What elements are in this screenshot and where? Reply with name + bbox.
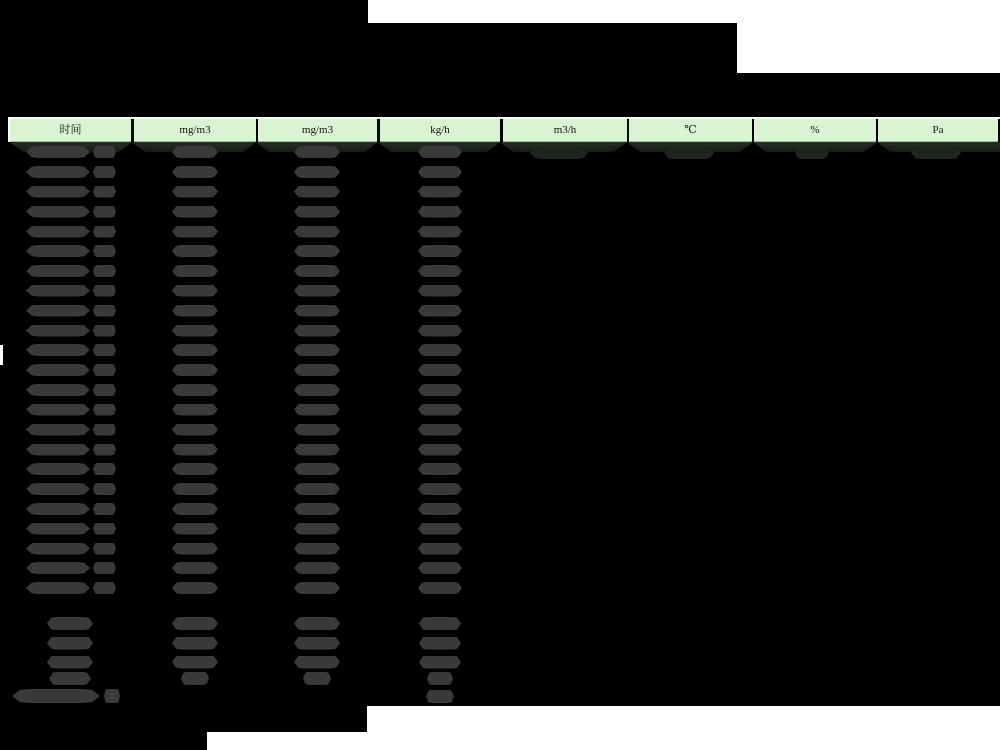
sheet-white-bottom-right <box>367 706 1000 750</box>
redacted-cell <box>172 285 218 297</box>
redacted-cell <box>93 186 116 198</box>
redacted-cell <box>294 582 340 594</box>
redacted-cell <box>26 146 90 158</box>
redacted-cell <box>181 672 209 685</box>
redacted-cell <box>93 384 116 396</box>
redacted-cell <box>294 146 340 158</box>
redacted-cell <box>418 226 462 238</box>
redacted-cell <box>26 245 90 257</box>
redacted-cell <box>93 325 116 337</box>
redacted-cell <box>426 690 454 703</box>
header-shadow-notch <box>740 142 766 152</box>
redacted-cell <box>294 424 340 436</box>
column-header-mg-m3-1: mg/m3 <box>134 119 256 142</box>
redacted-cell <box>294 285 340 297</box>
redacted-cell <box>93 206 116 218</box>
redacted-cell <box>93 265 116 277</box>
redacted-cell <box>294 656 340 669</box>
redacted-cell <box>172 226 218 238</box>
redacted-cell <box>93 344 116 356</box>
redacted-cell <box>294 166 340 178</box>
redacted-cell <box>294 562 340 574</box>
redacted-cell <box>795 147 829 159</box>
redacted-cell <box>172 543 218 555</box>
redacted-cell <box>26 543 90 555</box>
redacted-cell <box>93 404 116 416</box>
redacted-cell <box>418 404 462 416</box>
redacted-cell <box>104 689 120 703</box>
redacted-cell <box>172 344 218 356</box>
redacted-cell <box>93 226 116 238</box>
redacted-cell <box>172 483 218 495</box>
redacted-cell <box>93 582 116 594</box>
redacted-cell <box>26 206 90 218</box>
sheet-white-top-strip <box>368 0 1000 23</box>
redacted-cell <box>26 305 90 317</box>
redacted-cell <box>294 245 340 257</box>
redacted-cell <box>26 226 90 238</box>
redacted-cell <box>294 206 340 218</box>
redacted-cell <box>294 226 340 238</box>
column-header-time: 时间 <box>10 119 131 142</box>
redacted-cell <box>26 582 90 594</box>
redacted-cell <box>26 424 90 436</box>
redacted-cell <box>418 364 462 376</box>
column-header-percent: % <box>754 119 876 142</box>
redacted-cell <box>427 672 453 685</box>
redacted-cell <box>26 344 90 356</box>
redacted-cell <box>418 503 462 515</box>
redacted-cell <box>294 305 340 317</box>
redacted-cell <box>418 562 462 574</box>
redacted-cell <box>93 444 116 456</box>
redacted-cell <box>93 364 116 376</box>
redacted-cell <box>294 617 340 630</box>
redacted-cell <box>418 543 462 555</box>
redacted-cell <box>26 483 90 495</box>
redacted-cell <box>26 503 90 515</box>
redacted-cell <box>419 637 461 650</box>
redacted-cell <box>172 404 218 416</box>
redacted-cell <box>418 265 462 277</box>
redacted-cell <box>172 364 218 376</box>
redacted-cell <box>418 325 462 337</box>
header-shadow-notch <box>614 142 640 152</box>
redacted-cell <box>26 186 90 198</box>
redacted-cell <box>26 265 90 277</box>
redacted-cell <box>93 543 116 555</box>
redacted-cell <box>418 384 462 396</box>
redacted-cell <box>418 463 462 475</box>
redacted-cell <box>172 503 218 515</box>
redacted-cell <box>418 483 462 495</box>
redacted-cell <box>303 672 331 685</box>
sheet-white-bottom-mid <box>207 732 367 750</box>
redacted-cell <box>172 582 218 594</box>
redacted-cell <box>911 147 961 159</box>
redacted-cell <box>172 305 218 317</box>
redacted-cell <box>294 404 340 416</box>
redacted-cell <box>172 656 218 669</box>
sheet-white-left-sliver <box>0 345 3 365</box>
redacted-cell <box>294 637 340 650</box>
redacted-cell <box>26 285 90 297</box>
redacted-cell <box>664 147 714 159</box>
redacted-cell <box>93 285 116 297</box>
column-header-m3-h: m3/h <box>503 119 627 142</box>
redacted-cell <box>47 637 93 650</box>
redacted-cell <box>26 364 90 376</box>
redacted-cell <box>294 543 340 555</box>
redacted-cell <box>418 424 462 436</box>
column-header-kg-h: kg/h <box>380 119 500 142</box>
redacted-cell <box>418 344 462 356</box>
redacted-cell <box>172 444 218 456</box>
redacted-cell <box>47 617 93 630</box>
redacted-cell <box>93 146 116 158</box>
redacted-cell <box>172 637 218 650</box>
column-header-pa: Pa <box>878 119 998 142</box>
column-header-celsius: ℃ <box>629 119 752 142</box>
redacted-cell <box>26 444 90 456</box>
redacted-cell <box>294 384 340 396</box>
header-shadow-notch <box>487 142 513 152</box>
redacted-cell <box>26 166 90 178</box>
redacted-cell <box>419 656 461 669</box>
redacted-cell <box>26 404 90 416</box>
redacted-cell <box>93 483 116 495</box>
redacted-cell <box>418 186 462 198</box>
header-shadow-notch <box>864 142 890 152</box>
redacted-cell <box>418 245 462 257</box>
redacted-cell <box>172 146 218 158</box>
redacted-cell <box>172 424 218 436</box>
redacted-cell <box>172 325 218 337</box>
redacted-cell <box>294 325 340 337</box>
redacted-cell <box>172 265 218 277</box>
redacted-cell <box>172 186 218 198</box>
redacted-cell <box>93 503 116 515</box>
redacted-cell <box>93 166 116 178</box>
redacted-cell <box>294 463 340 475</box>
column-header-mg-m3-2: mg/m3 <box>258 119 377 142</box>
redacted-cell <box>418 285 462 297</box>
redacted-cell <box>294 503 340 515</box>
redacted-cell <box>26 325 90 337</box>
redacted-cell <box>294 483 340 495</box>
redacted-cell <box>26 523 90 535</box>
redacted-cell <box>47 656 93 669</box>
redacted-cell <box>294 364 340 376</box>
redacted-cell <box>93 245 116 257</box>
redacted-cell <box>26 562 90 574</box>
redacted-cell <box>530 147 588 159</box>
redacted-cell <box>418 166 462 178</box>
header-shadow-notch <box>365 142 391 152</box>
redacted-cell <box>418 305 462 317</box>
redacted-cell <box>294 186 340 198</box>
redacted-cell <box>93 523 116 535</box>
header-shadow-notch <box>243 142 269 152</box>
redacted-cell <box>172 463 218 475</box>
sheet-white-top-right <box>737 23 1000 73</box>
redacted-cell <box>49 672 91 685</box>
redacted-cell <box>93 562 116 574</box>
header-shadow-notch <box>119 142 145 152</box>
redacted-cell <box>172 166 218 178</box>
redacted-cell <box>418 444 462 456</box>
redacted-cell <box>172 206 218 218</box>
redacted-cell <box>12 689 100 703</box>
redacted-cell <box>172 523 218 535</box>
redacted-cell <box>93 305 116 317</box>
redacted-cell <box>418 523 462 535</box>
redacted-cell <box>172 562 218 574</box>
redacted-cell <box>294 265 340 277</box>
redacted-cell <box>26 384 90 396</box>
redacted-cell <box>418 206 462 218</box>
redacted-cell <box>294 523 340 535</box>
header-shadow-notch <box>0 142 23 152</box>
redacted-cell <box>418 146 462 158</box>
redacted-cell <box>418 582 462 594</box>
redacted-cell <box>172 384 218 396</box>
redacted-cell <box>294 444 340 456</box>
redacted-cell <box>172 617 218 630</box>
redacted-cell <box>93 424 116 436</box>
redacted-cell <box>93 463 116 475</box>
redacted-cell <box>419 617 461 630</box>
redacted-cell <box>294 344 340 356</box>
redacted-cell <box>172 245 218 257</box>
redacted-cell <box>26 463 90 475</box>
